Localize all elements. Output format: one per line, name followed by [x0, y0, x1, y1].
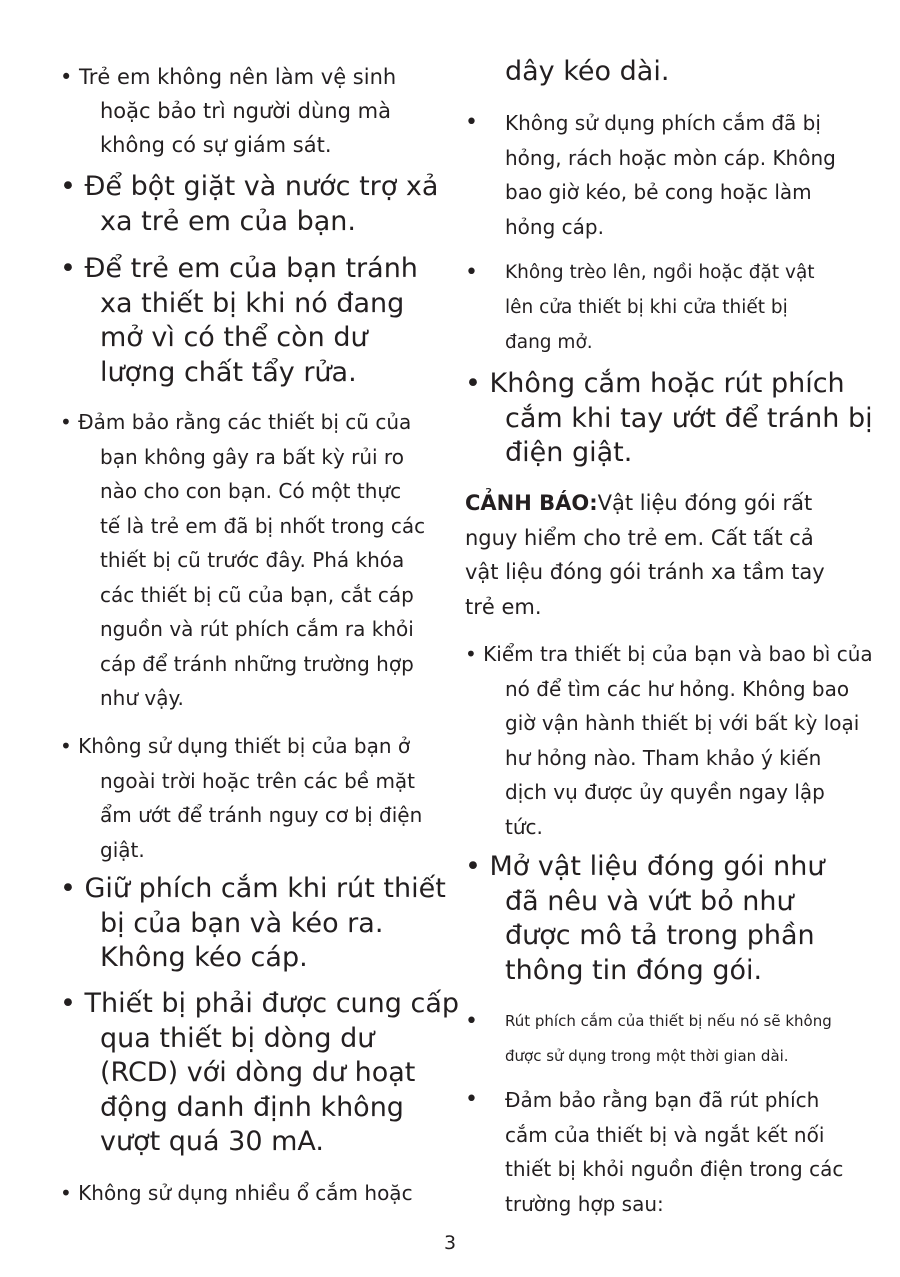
right-item: [465, 1083, 843, 1221]
right-item: [465, 255, 815, 360]
bullet-marker: •: [465, 110, 478, 135]
text-line: • Giữ phích cắm khi rút thiết: [60, 873, 446, 904]
text-line: • Thiết bị phải được cung cấp: [60, 988, 460, 1019]
text-line: nào cho con bạn. Có một thực: [100, 479, 402, 503]
left-item: [60, 170, 438, 239]
right-item: [465, 55, 669, 90]
text-line: được sử dụng trong một thời gian dài.: [505, 1047, 789, 1065]
right-item: [465, 106, 836, 244]
bullet-marker: •: [465, 1009, 478, 1034]
text-line: bao giờ kéo, bẻ cong hoặc làm: [505, 180, 812, 204]
text-line: • Mở vật liệu đóng gói như: [465, 851, 825, 882]
text-line: như vậy.: [100, 686, 184, 710]
text-line: • Không sử dụng nhiều ổ cắm hoặc: [60, 1181, 413, 1205]
left-item: [60, 729, 422, 867]
text-line: • Đảm bảo rằng các thiết bị cũ của: [60, 410, 412, 434]
text-line: (RCD) với dòng dư hoạt: [100, 1057, 416, 1088]
warning-label: CẢNH BÁO:: [465, 491, 598, 515]
text-line: điện giật.: [505, 437, 633, 468]
text-line: ngoài trời hoặc trên các bề mặt: [100, 768, 416, 793]
text-line: • Trẻ em không nên làm vệ sinh: [60, 65, 397, 89]
text-line: được mô tả trong phần: [505, 920, 815, 951]
text-line: xa trẻ em của bạn.: [100, 205, 356, 237]
text-line: Đảm bảo rằng bạn đã rút phích: [505, 1088, 820, 1112]
left-item: [60, 1176, 413, 1211]
text-line: không có sự giám sát.: [100, 133, 332, 157]
text-line: nguy hiểm cho trẻ em. Cất tất cả: [465, 525, 814, 550]
right-item: [465, 486, 825, 624]
text-line: • Để trẻ em của bạn tránh: [60, 253, 418, 284]
text-line: mở vì có thể còn dư: [100, 322, 368, 353]
left-item: [60, 405, 425, 716]
bullet-marker: •: [465, 1087, 478, 1112]
text-line: lên cửa thiết bị khi cửa thiết bị: [505, 297, 788, 318]
right-item: [465, 850, 824, 988]
text-line: cắm của thiết bị và ngắt kết nối: [505, 1122, 825, 1147]
page-number: 3: [443, 1232, 457, 1254]
warning-text: Vật liệu đóng gói rất: [597, 491, 813, 515]
text-line: thiết bị cũ trước đây. Phá khóa: [100, 548, 405, 572]
text-line: Không kéo cáp.: [100, 942, 308, 973]
text-line: xa thiết bị khi nó đang: [100, 287, 405, 319]
text-line: cáp để tránh những trường hợp: [100, 651, 414, 676]
left-item: [60, 60, 396, 162]
text-line: bạn không gây ra bất kỳ rủi ro: [100, 444, 404, 469]
text-line: vật liệu đóng gói tránh xa tầm tay: [465, 560, 825, 584]
text-line: nguồn và rút phích cắm ra khỏi: [100, 617, 414, 641]
bullet-marker: •: [465, 260, 478, 285]
text-line: trẻ em.: [465, 594, 542, 619]
text-line: hoặc bảo trì người dùng mà: [100, 99, 391, 123]
left-item: [60, 252, 418, 390]
text-line: • Để bột giặt và nước trợ xả: [60, 171, 439, 202]
left-item: [60, 987, 459, 1160]
text-line: • Không sử dụng thiết bị của bạn ở: [60, 734, 411, 758]
text-line: giật.: [100, 837, 145, 862]
text-line: • Không cắm hoặc rút phích: [465, 368, 845, 399]
text-line: dây kéo dài.: [505, 56, 670, 87]
text-line: hỏng cáp.: [505, 214, 604, 239]
text-line: nó để tìm các hư hỏng. Không bao: [505, 676, 850, 701]
text-line: [465, 486, 825, 521]
text-line: ẩm ướt để tránh nguy cơ bị điện: [100, 803, 423, 827]
text-line: giờ vận hành thiết bị với bất kỳ loại: [505, 711, 860, 735]
text-line: • Kiểm tra thiết bị của bạn và bao bì của: [465, 642, 873, 666]
text-line: đang mở.: [505, 332, 593, 353]
text-line: dịch vụ được ủy quyền ngay lập: [505, 780, 825, 804]
text-line: thông tin đóng gói.: [505, 954, 763, 986]
text-line: hư hỏng nào. Tham khảo ý kiến: [505, 745, 822, 770]
text-line: hỏng, rách hoặc mòn cáp. Không: [505, 145, 836, 170]
text-line: động danh định không: [100, 1091, 404, 1123]
right-item: [465, 637, 873, 844]
text-line: cắm khi tay ướt để tránh bị: [505, 402, 873, 434]
text-line: Rút phích cắm của thiết bị nếu nó sẽ không: [505, 1012, 832, 1030]
text-line: vượt quá 30 mA.: [100, 1126, 324, 1157]
right-item: [465, 367, 873, 471]
right-item: [465, 1004, 832, 1074]
text-line: tức.: [505, 814, 543, 839]
text-line: Không trèo lên, ngồi hoặc đặt vật: [505, 262, 815, 283]
text-line: qua thiết bị dòng dư: [100, 1022, 375, 1054]
left-item: [60, 872, 446, 976]
text-line: Không sử dụng phích cắm đã bị: [505, 111, 821, 135]
text-line: bị của bạn và kéo ra.: [100, 907, 384, 939]
text-line: lượng chất tẩy rửa.: [100, 356, 357, 388]
text-line: các thiết bị cũ của bạn, cắt cáp: [100, 582, 414, 607]
text-line: thiết bị khỏi nguồn điện trong các: [505, 1157, 844, 1181]
text-line: tế là trẻ em đã bị nhốt trong các: [100, 513, 426, 538]
text-line: trường hợp sau:: [505, 1191, 664, 1216]
text-line: đã nêu và vứt bỏ như: [505, 885, 794, 917]
